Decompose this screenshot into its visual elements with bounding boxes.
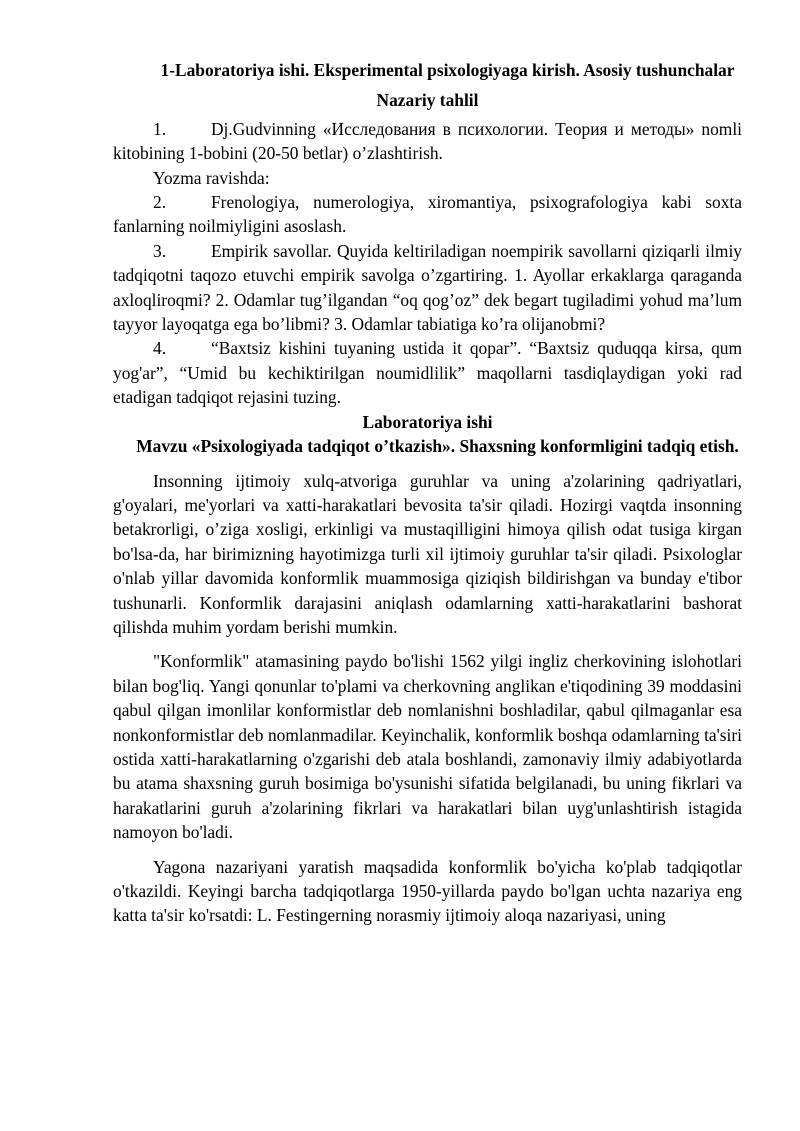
task-text: Frenologiya, numerologiya, xiromantiya, psixografologiya kabi soxta fanlarning noilmiyligini asoslash.	[113, 192, 742, 237]
document-title: 1-Laboratoriya ishi. Eksperimental psixologiyaga kirish. Asosiy tushunchalar	[160, 60, 735, 80]
task-text: Dj.Gudvinning «Исследования в психологии. Теория и методы» nomli kitobining 1-bobini (20-50 betlar) o’zlashtirish.	[113, 118, 742, 164]
lab-topic: Mavzu «Psixologiyada tadqiqot o’tkazish». Shaxsning konformligini tadqiq etish.	[136, 436, 739, 457]
section-heading: Nazariy tahlil	[376, 90, 479, 111]
task-item-3	[113, 239, 742, 337]
lab-heading: Laboratoriya ishi	[362, 411, 493, 432]
document-page	[113, 58, 742, 928]
task-number: 4.	[153, 338, 167, 359]
body-paragraph: Insonning ijtimoiy xulq-atvoriga guruhlar va uning a'zolarining qadriyatlari, g'oyalari, me'yorlari va xatti-harakatlari bevosita ta'sir qiladi. Hozirgi vaqtda insonning betakrorligi, o’ziga xosligi, erkinligi va mustaqilligini himoya qilish odat tusiga kirgan bo'lsa-da, har birimizning hayotimizga turli xil ijtimoiy guruhlar ta'sir qiladi. Psixologlar o'nlab yillar davomida konformlik muammosiga qiziqish bildirishgan va bunday e'tibor tushunarli. Konformlik darajasini aniqlash odamlarning xatti-harakatlarini bashorat qilishda muhim yordam berishi mumkin.	[113, 470, 742, 637]
task-note: Yozma ravishda:	[153, 167, 270, 188]
body-paragraph: "Konformlik" atamasining paydo bo'lishi 1562 yilgi ingliz cherkovining islohotlari bilan bog'liq. Yangi qonunlar to'plami va cherkovning anglikan e'tiqodining 39 moddasini qabul qilgan imonlilar konformistlar deb nomlanishni boshladilar, qabul qilmaganlar esa nonkonformistlar deb nomlanmadilar. Keyinchalik, konformlik boshqa odamlarning ta'siri ostida xatti-harakatlarning o'zgarishi deb atala boshlandi, zamonaviy ilmiy adabiyotlarda bu atama shaxsning guruh bosimiga bo'ysunishi sifatida belgilanadi, bu uning fikrlari va harakatlarini guruh a'zolarining fikrlari va harakatlari bilan uyg'unlashtirish istagida namoyon bo'ladi.	[113, 651, 742, 843]
task-item-4	[113, 336, 742, 409]
task-number: 1.	[153, 118, 167, 139]
task-item-2	[113, 190, 742, 239]
task-item-1	[113, 117, 742, 166]
task-number: 2.	[153, 192, 167, 213]
task-number: 3.	[153, 240, 167, 261]
body-paragraph: Yagona nazariyani yaratish maqsadida konformlik bo'yicha ko'plab tadqiqotlar o'tkazildi. Keyingi barcha tadqiqotlarga 1950-yillarda paydo bo'lgan uchta nazariya eng katta ta'sir ko'rsatdi: L. Festingerning norasmiy ijtimoiy aloqa nazariyasi, uning	[113, 856, 742, 926]
task-text: “Baxtsiz kishini tuyaning ustida it qopar”. “Baxtsiz quduqqa kirsa, qum yog'ar”, “Umid bu kechiktirilgan noumidlilik” maqollarni tasdiqlaydigan yoki rad etadigan tadqiqot rejasini tuzing.	[113, 338, 742, 408]
task-text: Empirik savollar. Quyida keltiriladigan noempirik savollarni qiziqarli ilmiy tadqiqotni taqozo etuvchi empirik savolga o’zgartiring. 1. Ayollar erkaklarga qaraganda axloqliroqmi? 2. Odamlar tug’ilgandan “oq qog’oz” dek begart tugiladimi yohud ma’lum tayyor layoqatga ega bo’libmi? 3. Odamlar tabiatiga ko’ra olijanobmi?	[113, 240, 742, 335]
